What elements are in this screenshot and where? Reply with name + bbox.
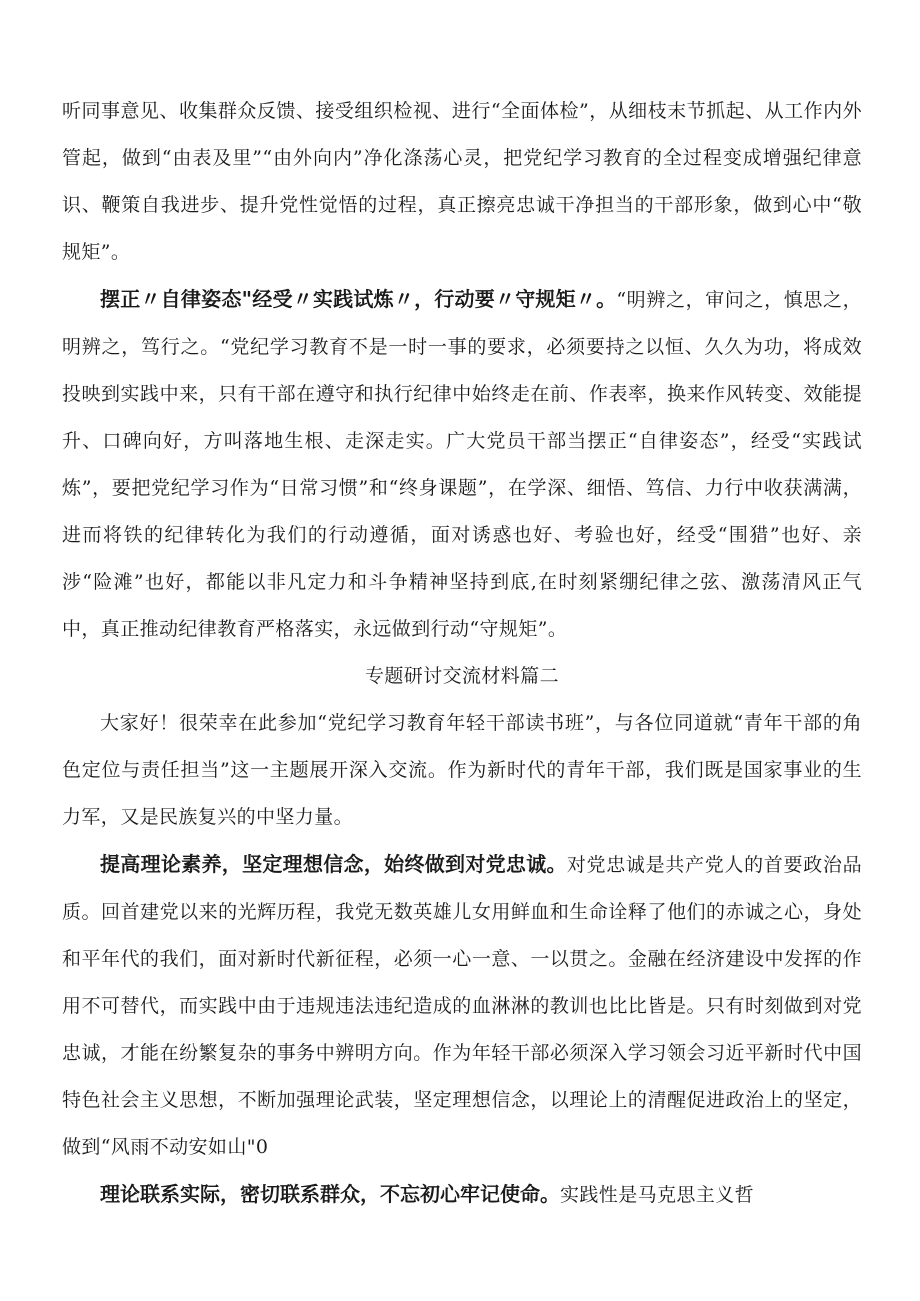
document-body: [62, 88, 862, 1219]
paragraph-theory: [62, 841, 862, 1171]
paragraph-continuation: [62, 88, 862, 276]
paragraph-heading: 理论联系实际，密切联系群众，不忘初心牢记使命。: [100, 1182, 560, 1206]
section-title: 专题研讨交流材料篇二: [364, 665, 559, 687]
paragraph-text: 大家好！很荣幸在此参加“党纪学习教育年轻干部读书班”，与各位同道就“青年干部的角色定位与责任担当”这一主题展开深入交流。作为新时代的青年干部，我们既是国家事业的生力军，又是民族复兴的中坚力量。: [62, 712, 862, 828]
paragraph-text: “明辨之，审问之，慎思之，明辨之，笃行之。“党纪学习教育不是一时一事的要求，必须要持之以恒、久久为功，将成效投映到实践中来，只有干部在遵守和执行纪律中始终走在前、作表率，换来作风转变、效能提升、口碑向好，方叫落地生根、走深走实。广大党员干部当摆正“自律姿态”，经受“实践试炼”，要把党纪学习作为“日常习惯”和“终身课题”，在学深、细悟、笃信、力行中收获满满，进而将铁的纪律转化为我们的行动遵循，面对诱惑也好、考验也好，经受“围猎”也好、亲涉“险滩”也好，都能以非凡定力和斗争精神坚持到底,在时刻紧绷纪律之弦、激荡清风正气中，真正推动纪律教育严格落实，永远做到行动“守规矩”。: [62, 289, 862, 640]
paragraph-text: 实践性是马克思主义哲: [560, 1184, 755, 1206]
paragraph-heading: 摆正〃自律姿态"经受〃实践试炼〃，行动要〃守规矩〃。: [100, 287, 617, 311]
paragraph-text: 听同事意见、收集群众反馈、接受组织检视、进行“全面体检”，从细枝末节抓起、从工作内外管起，做到“由表及里”“由外向内”净化涤荡心灵，把党纪学习教育的全过程变成增强纪律意识、鞭策自我进步、提升党性觉悟的过程，真正擦亮忠诚干净担当的干部形象，做到心中“敬规矩”。: [62, 100, 862, 263]
paragraph-text: 对党忠诚是共产党人的首要政治品质。回首建党以来的光辉历程，我党无数英雄儿女用鲜血和生命诠释了他们的赤诚之心，身处和平年代的我们，面对新时代新征程，必须一心一意、一以贯之。金融在经济建设中发挥的作用不可替代，而实践中由于违规违法违纪造成的血淋淋的教训也比比皆是。只有时刻做到对党忠诚，才能在纷繁复杂的事务中辨明方向。作为年轻干部必须深入学习领会习近平新时代中国特色社会主义思想，不断加强理论武装，坚定理想信念，以理论上的清醒促进政治上的坚定，做到“风雨不动安如山"0: [62, 854, 862, 1158]
paragraph-self-discipline: [62, 276, 862, 653]
paragraph-heading: 提高理论素养，坚定理想信念，始终做到对党忠诚。: [100, 852, 567, 876]
paragraph-greeting: [62, 700, 862, 841]
paragraph-practice: [62, 1171, 862, 1219]
